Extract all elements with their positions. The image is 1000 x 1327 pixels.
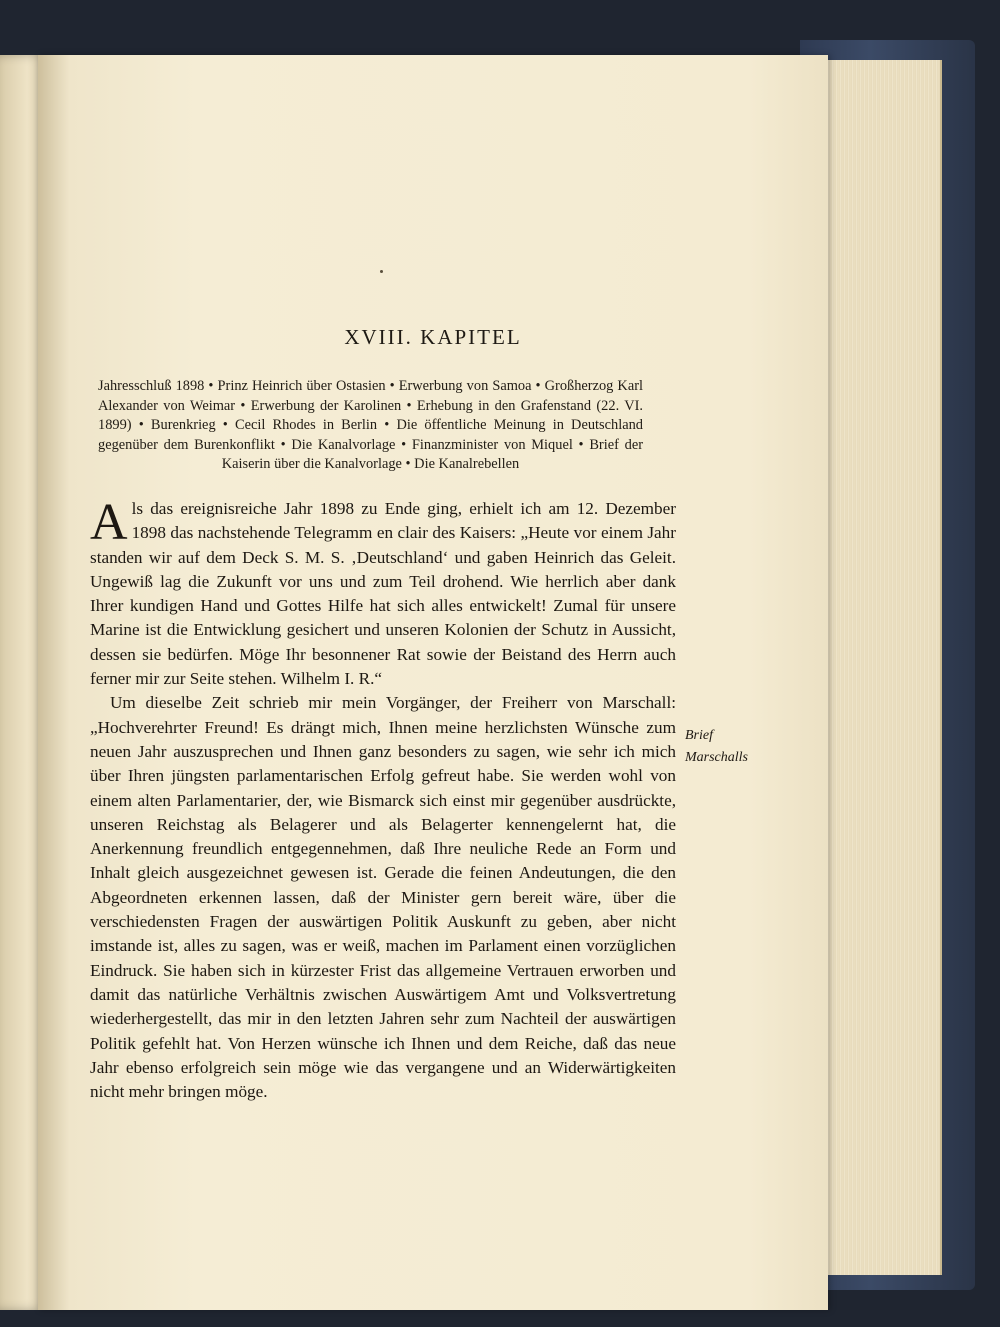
drop-cap: A <box>90 494 128 551</box>
paragraph-2: Um dieselbe Zeit schrieb mir mein Vorgänger, der Freiherr von Marschall: „Hochverehrter Freund! Es drängt mich, Ihnen meine herzlichsten Wünsche zum neuen Jahr auszusprechen und Ihnen ganz besonders zu sagen, wie sehr ich mich über Ihren jüngsten parlamentarischen Erfolg gefreut habe. Sie werden wohl von einem alten Parlamentarier, der, wie Bismarck sich einst mir gegenüber ausdrückte, unseren Reichstag als Belagerer und als Belagerter kennengelernt hat, die Anerkennung freundlich entgegennehmen, daß Ihre neuliche Rede an Form und Inhalt gleich ausgezeichnet gewesen ist. Gerade die feinen Andeutungen, die den Abgeordneten erkennen lassen, daß der Minister gern bereit wäre, über die verschiedensten Fragen der auswärtigen Politik Auskunft zu geben, aber nicht imstande ist, alles zu sagen, was er weiß, machen im Parlament einen vorzüglichen Eindruck. Sie haben sich in kürzester Frist das allgemeine Vertrauen erworben und damit das natürliche Verhältnis zwischen Auswärtigem Amt und Volksvertretung wiederhergestellt, das mir in den letzten Jahren sehr zum Nachteil der auswärtigen Politik gefehlt hat. Von Herzen wünsche ich Ihnen und dem Reiche, daß das neue Jahr ebenso erfolgreich sein möge wie das vergangene und an Widerwärtigkeiten nicht mehr bringen möge. <box>90 693 676 1102</box>
margin-note <box>685 725 775 769</box>
margin-note-line-2: Marschalls <box>685 750 748 765</box>
chapter-summary: Jahresschluß 1898 • Prinz Heinrich über Ostasien • Erwerbung von Samoa • Großherzog Karl Alexander von Weimar • Erwerbung der Karolinen • Erhebung in den Grafenstand (22. VI. 1899) • Burenkrieg • Cecil Rhodes in Berlin • Die öffentliche Meinung in Deutschland gegenüber dem Burenkonflikt • Die Kanalvorlage • Finanzminister von Miquel • Brief der Kaiserin über die Kanalvorlage • Die Kanalrebellen <box>98 378 643 473</box>
margin-note-line-1: Brief <box>685 728 713 743</box>
book-page <box>38 55 828 1310</box>
paragraph-1 <box>90 494 676 691</box>
ink-dot <box>380 270 383 273</box>
chapter-title: XVIII. KAPITEL <box>344 325 522 349</box>
paragraph-1-text: ls das ereignisreiche Jahr 1898 zu Ende ging, erhielt ich am 12. Dezember 1898 das nachstehende Telegramm en clair des Kaisers: „Heute vor einem Jahr standen wir auf dem Deck S. M. S. ‚Deutschland‘ und gaben Heinrich das Geleit. Ungewiß lag die Zukunft vor uns und zum Teil drohend. Wie herrlich aber dank Ihrer kundigen Hand und Gottes Hilfe hat sich alles entwickelt! Zumal für unsere Marine ist die Entwicklung gesichert und unseren Kolonien der Schutz in Aussicht, dessen sie bedürfen. Möge Ihr besonnener Rat sowie der Beistand des Herrn auch ferner mir zur Seite stehen. Wilhelm I. R.“ <box>90 499 676 689</box>
body-text <box>90 494 676 1104</box>
